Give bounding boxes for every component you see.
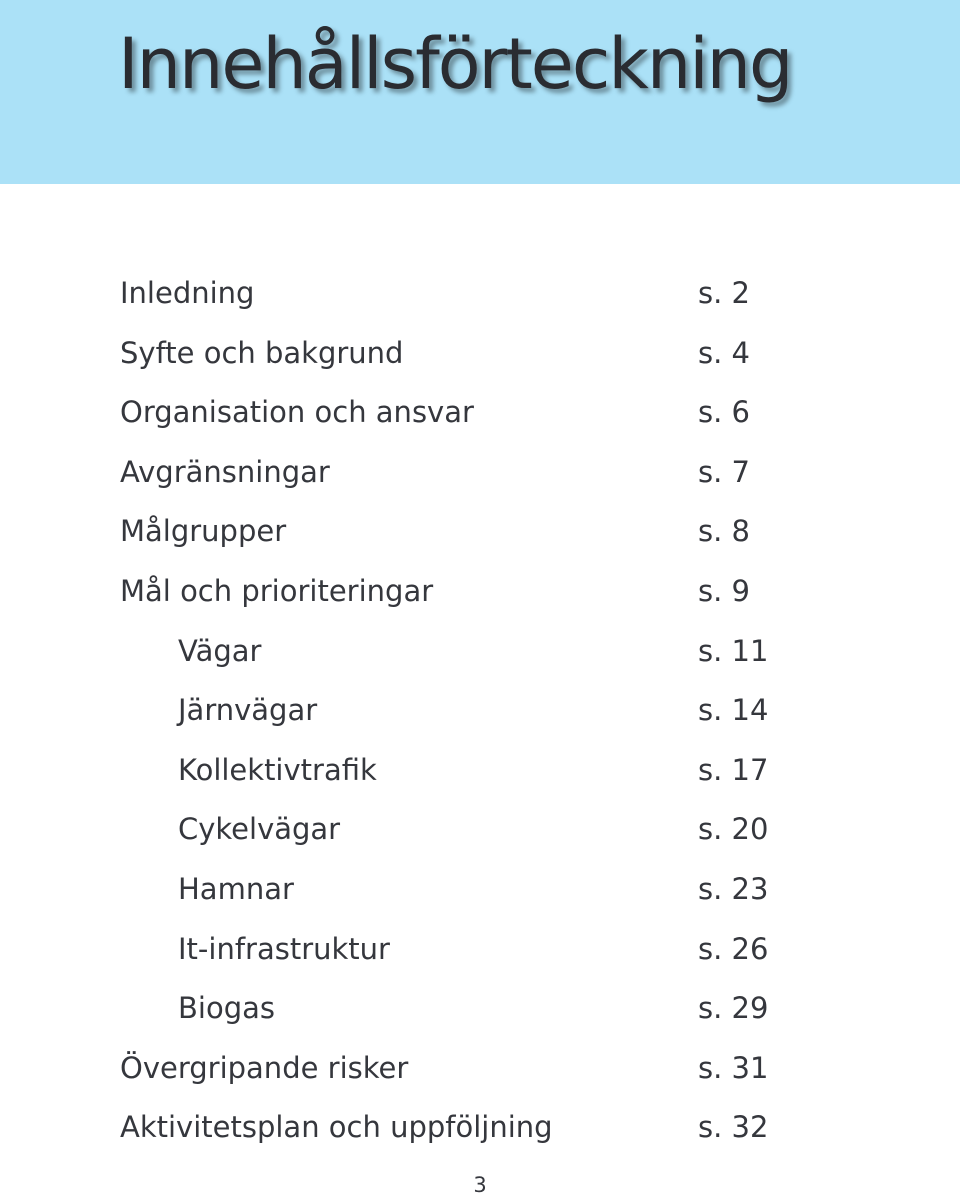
toc-entry-title: Vägar bbox=[178, 633, 262, 668]
toc-entry-title: Järnvägar bbox=[178, 693, 318, 728]
toc-entry-title: Aktivitetsplan och uppföljning bbox=[120, 1110, 553, 1145]
page-title: Innehållsförteckning bbox=[118, 23, 792, 105]
toc-entry-title: Inledning bbox=[120, 276, 255, 310]
toc-entry-page: s. 26 bbox=[698, 931, 769, 966]
toc-entry-page: s. 2 bbox=[698, 276, 750, 310]
toc-entry-title: Cykelvägar bbox=[178, 812, 341, 847]
toc-entry-malgrupper[interactable] bbox=[0, 502, 960, 562]
toc-entry-page: s. 6 bbox=[698, 395, 750, 430]
toc-entry-hamnar[interactable] bbox=[0, 860, 960, 920]
toc-entry-page: s. 17 bbox=[698, 752, 769, 787]
toc-entry-organisation-och-ansvar[interactable] bbox=[0, 383, 960, 443]
title-banner bbox=[0, 0, 960, 184]
toc-entry-vagar[interactable] bbox=[0, 622, 960, 682]
toc-entry-page: s. 29 bbox=[698, 991, 769, 1026]
toc-entry-page: s. 14 bbox=[698, 693, 769, 728]
toc-entry-title: Biogas bbox=[178, 991, 275, 1026]
toc-entry-page: s. 31 bbox=[698, 1050, 769, 1085]
toc-entry-page: s. 11 bbox=[698, 633, 769, 668]
toc-entry-avgransningar[interactable] bbox=[0, 443, 960, 503]
toc-entry-page: s. 8 bbox=[698, 514, 750, 549]
toc-entry-page: s. 9 bbox=[698, 573, 750, 608]
toc-entry-it-infrastruktur[interactable] bbox=[0, 920, 960, 980]
toc-entry-page: s. 7 bbox=[698, 454, 750, 489]
toc-entry-mal-och-prioriteringar[interactable] bbox=[0, 562, 960, 622]
toc-entry-title: Organisation och ansvar bbox=[120, 395, 474, 430]
toc-entry-jarnvagar[interactable] bbox=[0, 681, 960, 741]
page-number: 3 bbox=[473, 1173, 487, 1197]
toc-entry-title: Övergripande risker bbox=[120, 1050, 409, 1085]
toc-entry-page: s. 32 bbox=[698, 1110, 769, 1145]
toc-entry-overgripande-risker[interactable] bbox=[0, 1039, 960, 1099]
toc-entry-aktivitetsplan-och-uppfoljning[interactable] bbox=[0, 1098, 960, 1158]
table-of-contents bbox=[0, 264, 960, 1158]
toc-entry-title: Avgränsningar bbox=[120, 454, 330, 489]
toc-entry-cykelvagar[interactable] bbox=[0, 800, 960, 860]
toc-entry-inledning[interactable] bbox=[0, 264, 960, 324]
toc-entry-page: s. 4 bbox=[698, 335, 750, 370]
toc-entry-title: Målgrupper bbox=[120, 514, 287, 549]
toc-entry-title: Mål och prioriteringar bbox=[120, 573, 434, 608]
toc-entry-title: Hamnar bbox=[178, 871, 294, 906]
toc-entry-title: Syfte och bakgrund bbox=[120, 335, 404, 370]
toc-entry-kollektivtrafik[interactable] bbox=[0, 741, 960, 801]
toc-entry-title: It-infrastruktur bbox=[178, 931, 390, 966]
toc-entry-title: Kollektivtrafik bbox=[178, 752, 377, 787]
toc-entry-biogas[interactable] bbox=[0, 979, 960, 1039]
toc-entry-syfte-och-bakgrund[interactable] bbox=[0, 324, 960, 384]
toc-entry-page: s. 20 bbox=[698, 812, 769, 847]
toc-entry-page: s. 23 bbox=[698, 871, 769, 906]
